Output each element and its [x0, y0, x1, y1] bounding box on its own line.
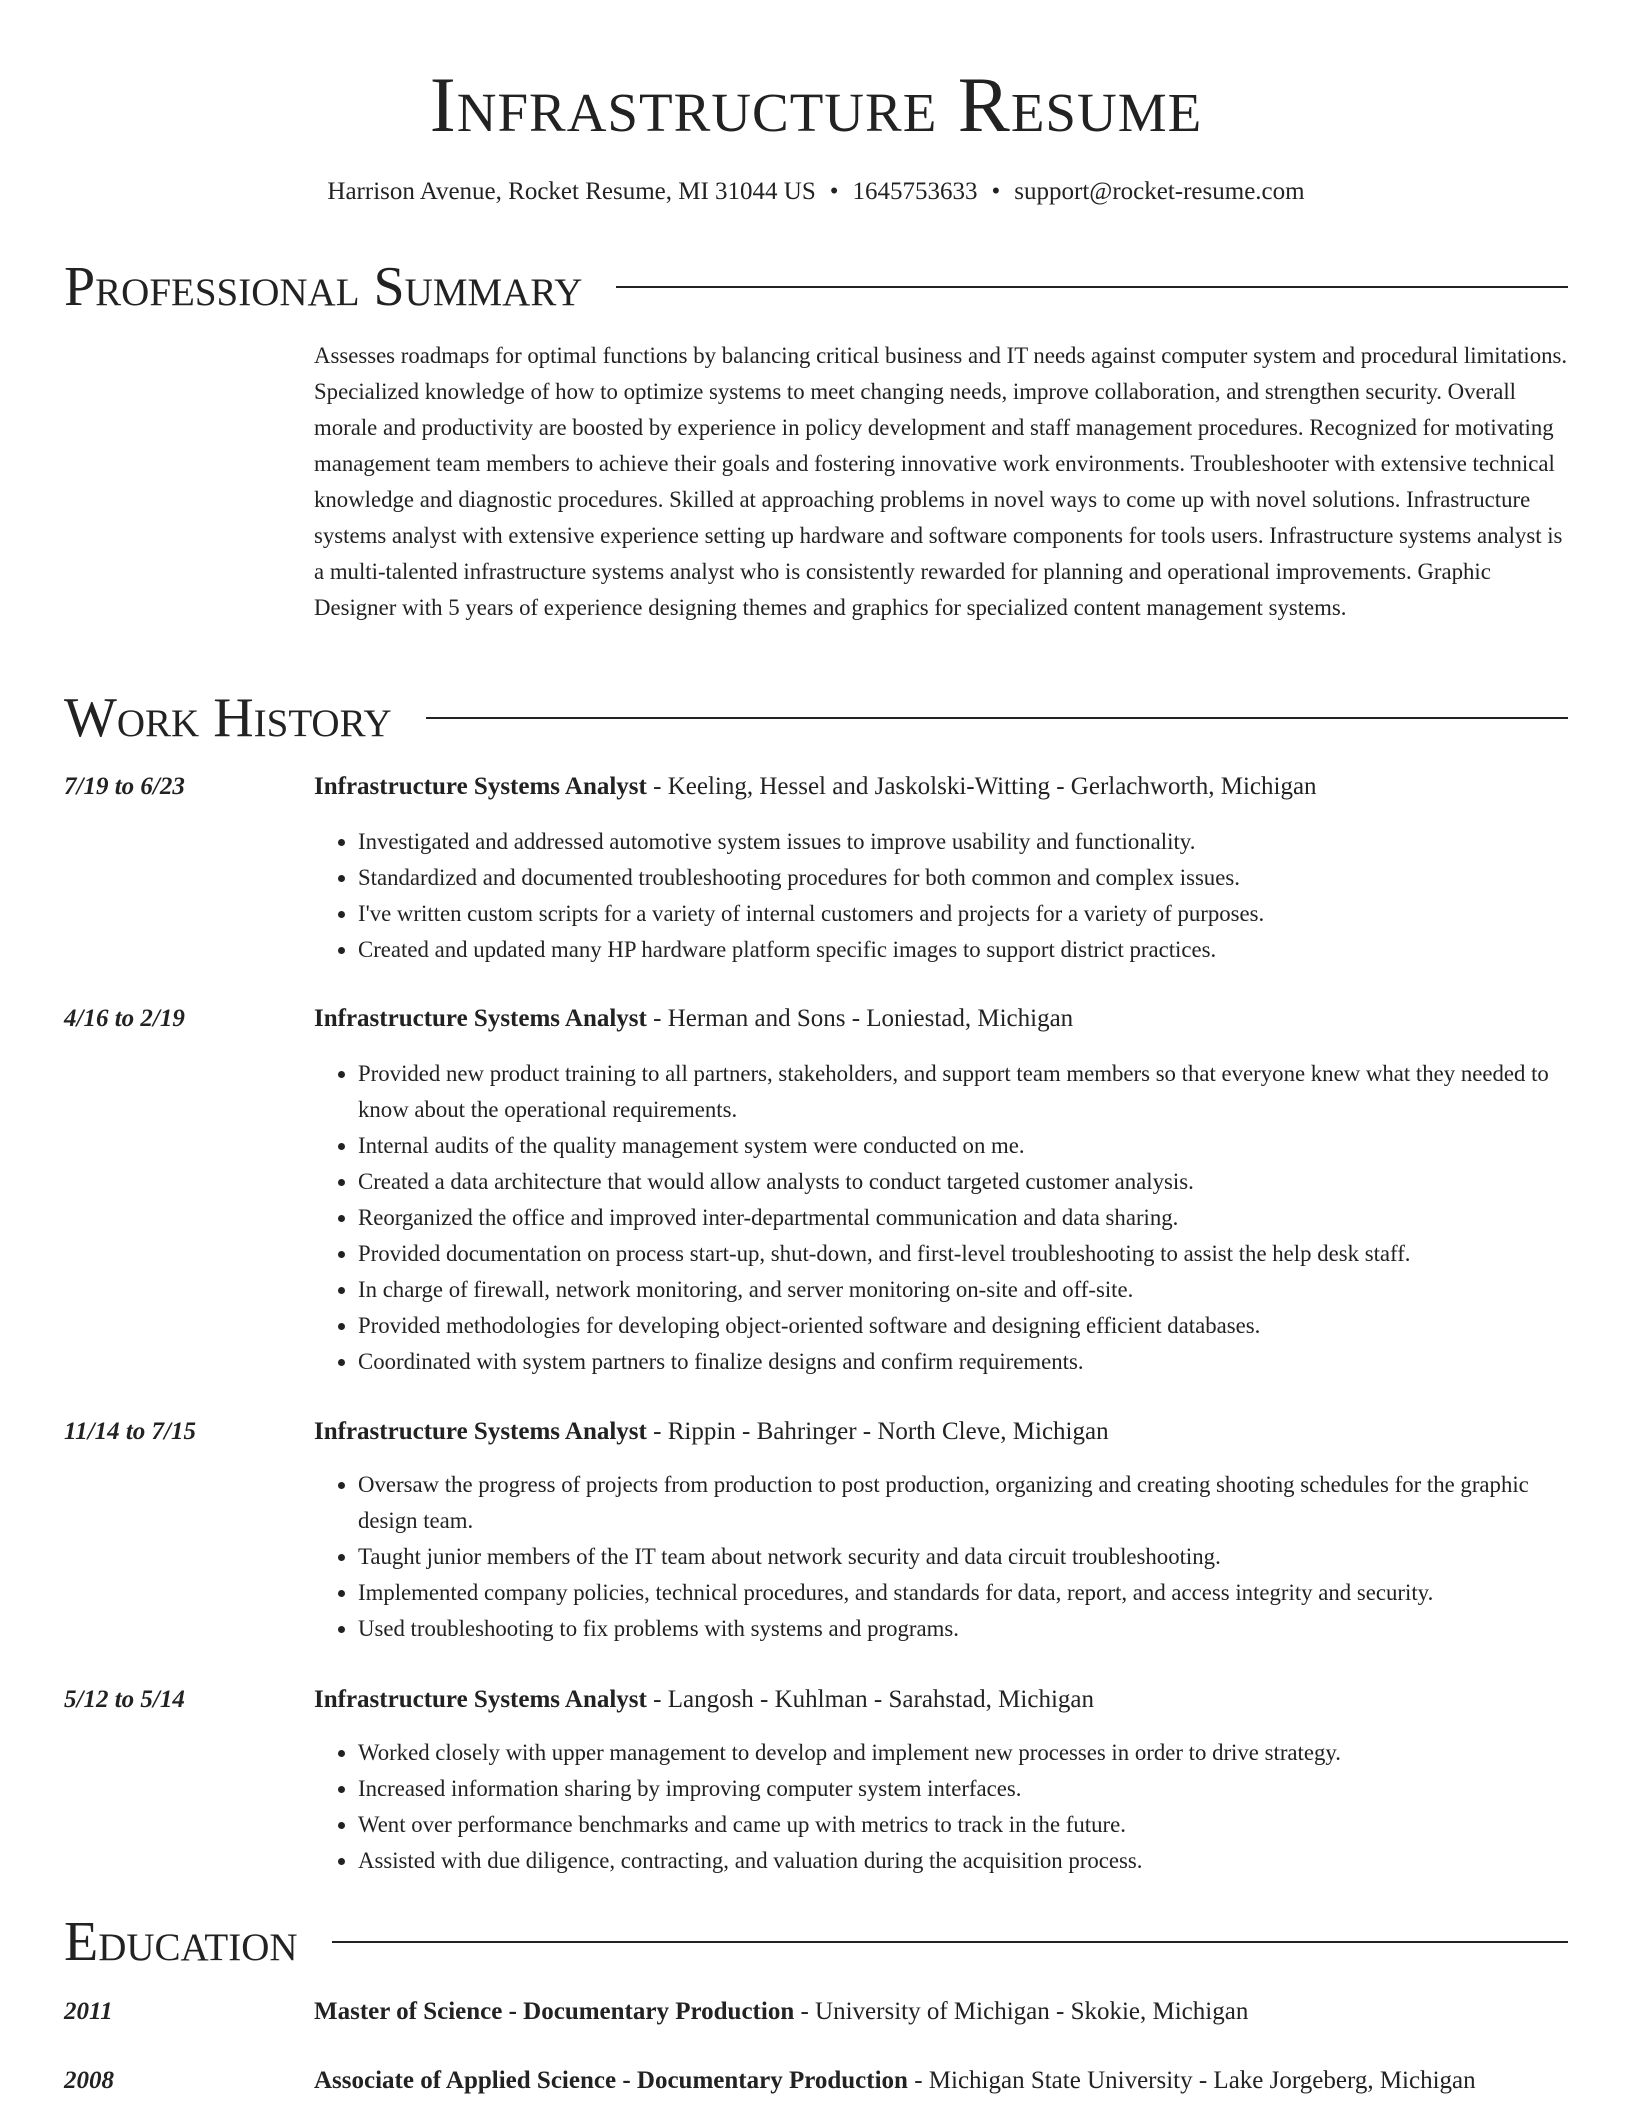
- job-bullet: • Taught junior members of the IT team about network security and data circuit troubleshooting.: [358, 1539, 1570, 1575]
- job-title-line: [314, 1683, 1570, 1717]
- work-section-title: Work History: [64, 687, 392, 749]
- summary-section-title: Professional Summary: [64, 256, 583, 318]
- section-divider: [332, 1941, 1568, 1943]
- job-bullet: • Internal audits of the quality management system were conducted on me.: [358, 1128, 1570, 1164]
- education-year: 2008: [64, 2067, 114, 2094]
- education-details: - Michigan State University - Lake Jorgeberg, Michigan: [907, 2067, 1476, 2094]
- contact-line: [64, 176, 1568, 208]
- contact-separator: •: [829, 178, 839, 205]
- job-role: Infrastructure Systems Analyst: [314, 773, 647, 800]
- job-bullet: • I've written custom scripts for a variety of internal customers and projects for a variety of purposes.: [358, 896, 1570, 932]
- resume-name: Infrastructure Resume: [429, 61, 1203, 148]
- contact-separator: •: [991, 178, 1001, 205]
- job-dates: 5/12 to 5/14: [64, 1686, 185, 1713]
- job-details: - Langosh - Kuhlman - Sarahstad, Michigan: [646, 1686, 1094, 1713]
- job-title-line: [314, 1002, 1570, 1036]
- job-bullet: • Investigated and addressed automotive system issues to improve usability and functionality.: [358, 824, 1570, 860]
- contact-phone: 1645753633: [852, 178, 978, 205]
- education-year: 2011: [64, 1998, 113, 2025]
- job-bullet: • Increased information sharing by improving computer system interfaces.: [358, 1771, 1570, 1807]
- job-details: - Rippin - Bahringer - North Cleve, Michigan: [646, 1418, 1109, 1445]
- job-dates: 11/14 to 7/15: [64, 1418, 196, 1445]
- job-bullets: [314, 1056, 1570, 1380]
- job-bullet: • Coordinated with system partners to finalize designs and confirm requirements.: [358, 1344, 1570, 1380]
- work-section-header: [64, 686, 1568, 750]
- job-bullet: • Created and updated many HP hardware platform specific images to support district practices.: [358, 932, 1570, 968]
- section-divider: [616, 286, 1568, 288]
- contact-address: Harrison Avenue, Rocket Resume, MI 31044 US: [327, 178, 816, 205]
- job-dates: 7/19 to 6/23: [64, 773, 185, 800]
- job-details: - Keeling, Hessel and Jaskolski-Witting - Gerlachworth, Michigan: [646, 773, 1317, 800]
- job-details: - Herman and Sons - Loniestad, Michigan: [646, 1005, 1074, 1032]
- education-degree: Master of Science - Documentary Production: [314, 1998, 795, 2025]
- job-bullet: • Provided documentation on process start-up, shut-down, and first-level troubleshooting to assist the help desk staff.: [358, 1236, 1570, 1272]
- job-title-line: [314, 1415, 1570, 1449]
- job-bullet: • Oversaw the progress of projects from production to post production, organizing and creating shooting schedules for the graphic design team.: [358, 1467, 1570, 1539]
- job-bullet: • Went over performance benchmarks and came up with metrics to track in the future.: [358, 1807, 1570, 1843]
- job-role: Infrastructure Systems Analyst: [314, 1686, 647, 1713]
- job-bullets: [314, 1735, 1570, 1879]
- education-degree: Associate of Applied Science - Documentary Production: [314, 2067, 908, 2094]
- contact-email: support@rocket-resume.com: [1014, 178, 1305, 205]
- job-bullet: • Provided new product training to all partners, stakeholders, and support team members so that everyone knew what they needed to know about the operational requirements.: [358, 1056, 1570, 1128]
- job-title-line: [314, 770, 1570, 804]
- summary-section-header: [64, 255, 1568, 319]
- job-bullet: • Implemented company policies, technical procedures, and standards for data, report, and access integrity and security.: [358, 1575, 1570, 1611]
- job-bullet: • Reorganized the office and improved inter-departmental communication and data sharing.: [358, 1200, 1570, 1236]
- job-role: Infrastructure Systems Analyst: [314, 1418, 647, 1445]
- job-bullet: • Created a data architecture that would allow analysts to conduct targeted customer analysis.: [358, 1164, 1570, 1200]
- job-dates: 4/16 to 2/19: [64, 1005, 185, 1032]
- job-bullet: • In charge of firewall, network monitoring, and server monitoring on-site and off-site.: [358, 1272, 1570, 1308]
- education-section-header: [64, 1910, 1568, 1974]
- education-details: - University of Michigan - Skokie, Michigan: [794, 1998, 1249, 2025]
- education-title-line: [314, 1995, 1570, 2029]
- education-title-line: [314, 2064, 1570, 2098]
- job-bullet: • Worked closely with upper management to develop and implement new processes in order to drive strategy.: [358, 1735, 1570, 1771]
- job-bullet: • Provided methodologies for developing object-oriented software and designing efficient databases.: [358, 1308, 1570, 1344]
- job-bullet: • Used troubleshooting to fix problems with systems and programs.: [358, 1611, 1570, 1647]
- job-bullets: [314, 824, 1570, 968]
- job-bullets: [314, 1467, 1570, 1647]
- education-section-title: Education: [64, 1911, 298, 1973]
- section-divider: [426, 717, 1568, 719]
- job-bullet: • Standardized and documented troubleshooting procedures for both common and complex issues.: [358, 860, 1570, 896]
- job-role: Infrastructure Systems Analyst: [314, 1005, 647, 1032]
- job-bullet: • Assisted with due diligence, contracting, and valuation during the acquisition process.: [358, 1843, 1570, 1879]
- summary-text: Assesses roadmaps for optimal functions by balancing critical business and IT needs against computer system and procedural limitations. Specialized knowledge of how to optimize systems to meet changing needs, improve collaboration, and strengthen security. Overall morale and productivity are boosted by experience in policy development and staff management procedures. Recognized for motivating management team members to achieve their goals and fostering innovative work environments. Troubleshooter with extensive technical knowledge and diagnostic procedures. Skilled at approaching problems in novel ways to come up with novel solutions. Infrastructure systems analyst with extensive experience setting up hardware and software components for tools users. Infrastructure systems analyst is a multi-talented infrastructure systems analyst who is consistently rewarded for planning and operational improvements. Graphic Designer with 5 years of experience designing themes and graphics for specialized content management systems.: [314, 343, 1568, 620]
